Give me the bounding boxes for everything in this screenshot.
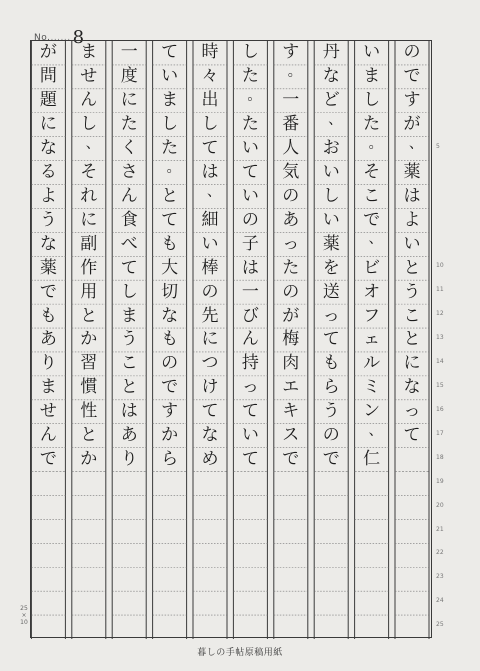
- text-column: [112, 41, 146, 639]
- manuscript-character: 。: [287, 63, 302, 80]
- manuscript-character: 先: [201, 305, 219, 326]
- manuscript-character: く: [120, 138, 138, 159]
- manuscript-character: こ: [403, 305, 421, 326]
- manuscript-character: ど: [322, 90, 340, 111]
- manuscript-character: あ: [39, 329, 57, 350]
- row-number: 14: [436, 358, 444, 366]
- manuscript-character: よ: [403, 209, 421, 230]
- row-number: 10: [436, 262, 444, 270]
- manuscript-character: れ: [80, 185, 98, 206]
- manuscript-character: た: [363, 114, 381, 135]
- manuscript-character: ま: [39, 377, 57, 398]
- manuscript-character: り: [120, 449, 138, 470]
- manuscript-character: て: [120, 257, 138, 278]
- manuscript-character: よ: [39, 185, 57, 206]
- manuscript-character: せ: [39, 401, 57, 422]
- manuscript-character: い: [363, 42, 381, 63]
- manuscript-character: の: [322, 425, 340, 446]
- manuscript-character: て: [161, 42, 179, 63]
- manuscript-character: ん: [241, 329, 259, 350]
- manuscript-character: 気: [282, 162, 300, 183]
- manuscript-character: 送: [322, 281, 340, 302]
- manuscript-character: ら: [322, 377, 340, 398]
- manuscript-character: な: [39, 138, 57, 159]
- manuscript-character: た: [161, 138, 179, 159]
- manuscript-character: で: [161, 377, 179, 398]
- manuscript-character: 。: [368, 135, 383, 152]
- manuscript-character: が: [403, 114, 421, 135]
- manuscript-character: っ: [241, 377, 259, 398]
- manuscript-character: ビ: [363, 257, 381, 278]
- manuscript-character: は: [120, 401, 138, 422]
- manuscript-character: 番: [282, 114, 300, 135]
- manuscript-character: の: [201, 281, 219, 302]
- manuscript-character: 。: [247, 87, 262, 104]
- text-column: [72, 41, 106, 639]
- manuscript-character: 性: [80, 401, 98, 422]
- manuscript-character: か: [161, 425, 179, 446]
- manuscript-character: オ: [363, 281, 381, 302]
- manuscript-character: と: [403, 257, 421, 278]
- manuscript-character: も: [161, 233, 179, 254]
- manuscript-character: か: [80, 329, 98, 350]
- manuscript-character: っ: [403, 401, 421, 422]
- manuscript-character: い: [241, 185, 259, 206]
- manuscript-character: し: [363, 90, 381, 111]
- manuscript-character: 子: [241, 233, 259, 254]
- manuscript-character: 々: [201, 66, 219, 87]
- manuscript-character: の: [282, 281, 300, 302]
- manuscript-character: ま: [363, 66, 381, 87]
- manuscript-character: た: [241, 66, 259, 87]
- manuscript-character: も: [161, 329, 179, 350]
- manuscript-character: た: [120, 114, 138, 135]
- manuscript-character: し: [120, 281, 138, 302]
- manuscript-character: の: [282, 185, 300, 206]
- manuscript-character: せ: [80, 66, 98, 87]
- manuscript-character: ス: [282, 425, 300, 446]
- manuscript-character: の: [403, 42, 421, 63]
- row-number: 12: [436, 310, 444, 318]
- manuscript-character: い: [403, 233, 421, 254]
- manuscript-character: つ: [201, 353, 219, 374]
- manuscript-character: 肉: [282, 353, 300, 374]
- manuscript-character: 出: [201, 90, 219, 111]
- manuscript-character: す: [161, 401, 179, 422]
- manuscript-character: に: [403, 353, 421, 374]
- manuscript-character: 用: [80, 281, 98, 302]
- manuscript-character: た: [282, 257, 300, 278]
- manuscript-character: と: [120, 377, 138, 398]
- row-number: 25: [436, 621, 444, 629]
- manuscript-character: 丹: [322, 42, 340, 63]
- manuscript-character: う: [403, 281, 421, 302]
- manuscript-character: ら: [161, 449, 179, 470]
- manuscript-character: 細: [201, 209, 219, 230]
- manuscript-character: が: [282, 305, 300, 326]
- manuscript-character: 切: [161, 281, 179, 302]
- manuscript-character: い: [241, 425, 259, 446]
- manuscript-character: 問: [39, 66, 57, 87]
- manuscript-character: ま: [120, 305, 138, 326]
- text-column: [193, 41, 227, 639]
- manuscript-character: 仁: [363, 449, 381, 470]
- row-number: 5: [436, 142, 440, 150]
- manuscript-character: ル: [363, 353, 381, 374]
- manuscript-character: す: [282, 42, 300, 63]
- manuscript-character: と: [80, 425, 98, 446]
- text-column: [31, 41, 65, 639]
- row-number: 22: [436, 549, 444, 557]
- manuscript-character: 、: [368, 231, 383, 248]
- manuscript-character: と: [161, 185, 179, 206]
- manuscript-character: 持: [241, 353, 259, 374]
- text-column: [395, 41, 429, 639]
- manuscript-character: べ: [120, 233, 138, 254]
- manuscript-character: う: [322, 401, 340, 422]
- manuscript-character: ま: [161, 90, 179, 111]
- row-number: 17: [436, 429, 444, 437]
- manuscript-character: に: [80, 209, 98, 230]
- manuscript-character: 、: [368, 422, 383, 439]
- format-label-line: 25: [20, 605, 28, 612]
- manuscript-character: な: [322, 66, 340, 87]
- row-number: 21: [436, 525, 444, 533]
- manuscript-character: し: [322, 185, 340, 206]
- manuscript-character: 。: [166, 159, 181, 176]
- manuscript-character: ん: [120, 185, 138, 206]
- manuscript-character: か: [80, 449, 98, 470]
- manuscript-character: て: [201, 138, 219, 159]
- manuscript-character: 一: [241, 281, 259, 302]
- manuscript-character: そ: [80, 162, 98, 183]
- row-number: 23: [436, 573, 444, 581]
- text-column: [233, 41, 267, 639]
- manuscript-character: い: [201, 233, 219, 254]
- manuscript-character: 薬: [403, 162, 421, 183]
- manuscript-character: て: [322, 329, 340, 350]
- text-column: [355, 41, 389, 639]
- manuscript-character: ン: [363, 401, 381, 422]
- page-number-label: No.: [34, 33, 51, 43]
- page-number-value: 8: [72, 27, 85, 48]
- manuscript-character: で: [363, 209, 381, 230]
- format-label-line: 10: [20, 619, 28, 626]
- manuscript-character: に: [201, 329, 219, 350]
- manuscript-character: ミ: [363, 377, 381, 398]
- manuscript-character: 棒: [201, 257, 219, 278]
- page-number-dots: ......: [50, 33, 71, 43]
- manuscript-character: で: [282, 449, 300, 470]
- manuscript-character: 時: [201, 42, 219, 63]
- manuscript-character: あ: [282, 209, 300, 230]
- manuscript-character: も: [322, 353, 340, 374]
- row-number: 11: [436, 286, 444, 294]
- manuscript-character: こ: [363, 185, 381, 206]
- manuscript-character: そ: [363, 162, 381, 183]
- manuscript-character: 一: [120, 42, 138, 63]
- manuscript-character: す: [403, 90, 421, 111]
- manuscript-character: キ: [282, 401, 300, 422]
- text-column: [274, 41, 308, 639]
- manuscript-character: て: [241, 401, 259, 422]
- manuscript-character: 作: [80, 257, 98, 278]
- manuscript-character: 薬: [322, 233, 340, 254]
- manuscript-character: 薬: [39, 257, 57, 278]
- manuscript-character: し: [241, 42, 259, 63]
- manuscript-character: 副: [80, 233, 98, 254]
- manuscript-character: お: [322, 138, 340, 159]
- manuscript-character: い: [322, 209, 340, 230]
- manuscript-character: 一: [282, 90, 300, 111]
- manuscript-grid: [30, 40, 432, 638]
- manuscript-character: と: [80, 305, 98, 326]
- manuscript-character: な: [201, 425, 219, 446]
- manuscript-character: 、: [328, 111, 343, 128]
- manuscript-character: て: [201, 401, 219, 422]
- manuscript-character: あ: [120, 425, 138, 446]
- row-number: 16: [436, 405, 444, 413]
- manuscript-character: し: [161, 114, 179, 135]
- manuscript-character: で: [39, 281, 57, 302]
- manuscript-character: は: [403, 185, 421, 206]
- manuscript-character: い: [161, 66, 179, 87]
- row-number: 19: [436, 477, 444, 485]
- manuscript-character: 人: [282, 138, 300, 159]
- manuscript-character: ェ: [363, 329, 381, 350]
- manuscript-character: で: [39, 449, 57, 470]
- row-number: 24: [436, 597, 444, 605]
- manuscript-character: な: [39, 233, 57, 254]
- manuscript-character: エ: [282, 377, 300, 398]
- manuscript-character: び: [241, 305, 259, 326]
- manuscript-character: ま: [80, 42, 98, 63]
- manuscript-character: 、: [85, 135, 100, 152]
- manuscript-character: フ: [363, 305, 381, 326]
- row-number: 13: [436, 334, 444, 342]
- manuscript-character: て: [403, 425, 421, 446]
- manuscript-character: た: [241, 114, 259, 135]
- manuscript-character: に: [120, 90, 138, 111]
- row-number: 18: [436, 453, 444, 461]
- text-column: [153, 41, 187, 639]
- format-label-line: ×: [21, 612, 27, 619]
- format-label: [19, 605, 29, 626]
- manuscript-character: 度: [120, 66, 138, 87]
- manuscript-character: さ: [120, 162, 138, 183]
- manuscript-character: て: [161, 209, 179, 230]
- row-number: 15: [436, 382, 444, 390]
- manuscript-character: を: [322, 257, 340, 278]
- manuscript-character: の: [161, 353, 179, 374]
- row-number-gutter: [436, 40, 450, 638]
- manuscript-character: に: [39, 114, 57, 135]
- manuscript-character: り: [39, 353, 57, 374]
- manuscript-character: め: [201, 449, 219, 470]
- manuscript-character: い: [241, 138, 259, 159]
- manuscript-character: と: [403, 329, 421, 350]
- manuscript-character: こ: [120, 353, 138, 374]
- manuscript-character: ん: [80, 90, 98, 111]
- manuscript-character: が: [39, 42, 57, 63]
- manuscript-character: で: [322, 449, 340, 470]
- manuscript-character: う: [39, 209, 57, 230]
- manuscript-character: て: [241, 162, 259, 183]
- manuscript-character: し: [80, 114, 98, 135]
- paper-footer-title: 暮しの手帖原稿用紙: [197, 648, 283, 658]
- manuscript-character: 大: [161, 257, 179, 278]
- manuscript-character: で: [403, 66, 421, 87]
- manuscript-character: 、: [409, 135, 423, 152]
- manuscript-character: な: [403, 377, 421, 398]
- manuscript-character: る: [39, 162, 57, 183]
- manuscript-character: っ: [282, 233, 300, 254]
- manuscript-character: ん: [39, 425, 57, 446]
- manuscript-character: 題: [39, 90, 57, 111]
- manuscript-character: け: [201, 377, 219, 398]
- manuscript-character: 食: [120, 209, 138, 230]
- manuscript-character: 慣: [80, 377, 98, 398]
- manuscript-character: い: [322, 162, 340, 183]
- manuscript-character: の: [241, 209, 259, 230]
- manuscript-character: 習: [80, 353, 98, 374]
- manuscript-character: 梅: [282, 329, 300, 350]
- manuscript-character: し: [201, 114, 219, 135]
- text-column: [314, 41, 348, 639]
- manuscript-character: っ: [322, 305, 340, 326]
- manuscript-character: う: [120, 329, 138, 350]
- manuscript-character: も: [39, 305, 57, 326]
- manuscript-character: な: [161, 305, 179, 326]
- manuscript-character: は: [201, 162, 219, 183]
- row-number: 20: [436, 501, 444, 509]
- manuscript-character: は: [241, 257, 259, 278]
- manuscript-character: て: [241, 449, 259, 470]
- manuscript-character: 、: [207, 183, 221, 200]
